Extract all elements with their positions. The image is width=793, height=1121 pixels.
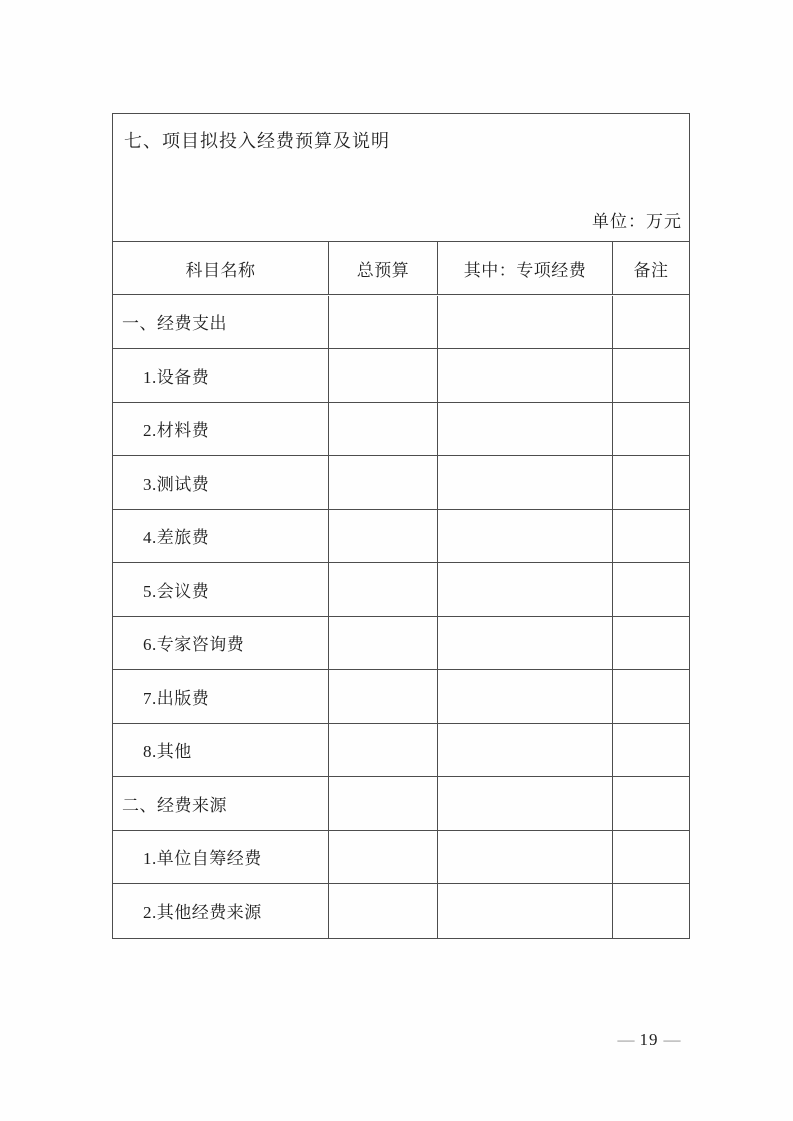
special-funds-cell xyxy=(438,296,613,350)
total-budget-cell xyxy=(329,456,438,510)
row-label-equipment-fee: 1.设备费 xyxy=(113,349,329,403)
row-label-self-raised-funds: 1.单位自筹经费 xyxy=(113,831,329,885)
special-funds-cell xyxy=(438,777,613,831)
row-label-testing-fee: 3.测试费 xyxy=(113,456,329,510)
row-label-other-funding-source: 2.其他经费来源 xyxy=(113,884,329,938)
row-label-publication-fee: 7.出版费 xyxy=(113,670,329,724)
row-label-expert-consultation-fee: 6.专家咨询费 xyxy=(113,617,329,671)
header-total-budget: 总预算 xyxy=(329,242,438,295)
page-number-dash-left: — xyxy=(617,1030,635,1049)
page-number-value: 19 xyxy=(639,1030,659,1049)
special-funds-cell xyxy=(438,510,613,564)
special-funds-cell xyxy=(438,563,613,617)
section-title: 七、项目拟投入经费预算及说明 xyxy=(124,131,390,151)
remarks-cell xyxy=(613,884,689,938)
remarks-cell xyxy=(613,563,689,617)
special-funds-cell xyxy=(438,670,613,724)
row-label-travel-fee: 4.差旅费 xyxy=(113,510,329,564)
special-funds-cell xyxy=(438,884,613,938)
total-budget-cell xyxy=(329,617,438,671)
total-budget-cell xyxy=(329,724,438,778)
row-label-other-expense: 8.其他 xyxy=(113,724,329,778)
remarks-cell xyxy=(613,617,689,671)
budget-grid xyxy=(113,242,689,938)
remarks-cell xyxy=(613,456,689,510)
remarks-cell xyxy=(613,724,689,778)
special-funds-cell xyxy=(438,724,613,778)
row-label-expenditure-group: 一、经费支出 xyxy=(113,296,329,350)
remarks-cell xyxy=(613,403,689,457)
remarks-cell xyxy=(613,510,689,564)
total-budget-cell xyxy=(329,670,438,724)
special-funds-cell xyxy=(438,617,613,671)
row-label-funding-source-group: 二、经费来源 xyxy=(113,777,329,831)
remarks-cell xyxy=(613,670,689,724)
header-special-funds: 其中：专项经费 xyxy=(438,242,613,295)
budget-form-table xyxy=(112,113,690,939)
header-subject-name: 科目名称 xyxy=(113,242,329,295)
special-funds-cell xyxy=(438,349,613,403)
total-budget-cell xyxy=(329,510,438,564)
special-funds-cell xyxy=(438,456,613,510)
total-budget-cell xyxy=(329,296,438,350)
special-funds-cell xyxy=(438,403,613,457)
header-remarks: 备注 xyxy=(613,242,689,295)
remarks-cell xyxy=(613,296,689,350)
row-label-conference-fee: 5.会议费 xyxy=(113,563,329,617)
row-label-materials-fee: 2.材料费 xyxy=(113,403,329,457)
total-budget-cell xyxy=(329,349,438,403)
unit-label: 单位：万元 xyxy=(592,212,682,231)
total-budget-cell xyxy=(329,777,438,831)
remarks-cell xyxy=(613,349,689,403)
remarks-cell xyxy=(613,777,689,831)
total-budget-cell xyxy=(329,563,438,617)
special-funds-cell xyxy=(438,831,613,885)
total-budget-cell xyxy=(329,831,438,885)
remarks-cell xyxy=(613,831,689,885)
total-budget-cell xyxy=(329,884,438,938)
table-title-block xyxy=(113,114,689,242)
total-budget-cell xyxy=(329,403,438,457)
page-number xyxy=(604,1030,694,1050)
page-number-dash-right: — xyxy=(663,1030,681,1049)
